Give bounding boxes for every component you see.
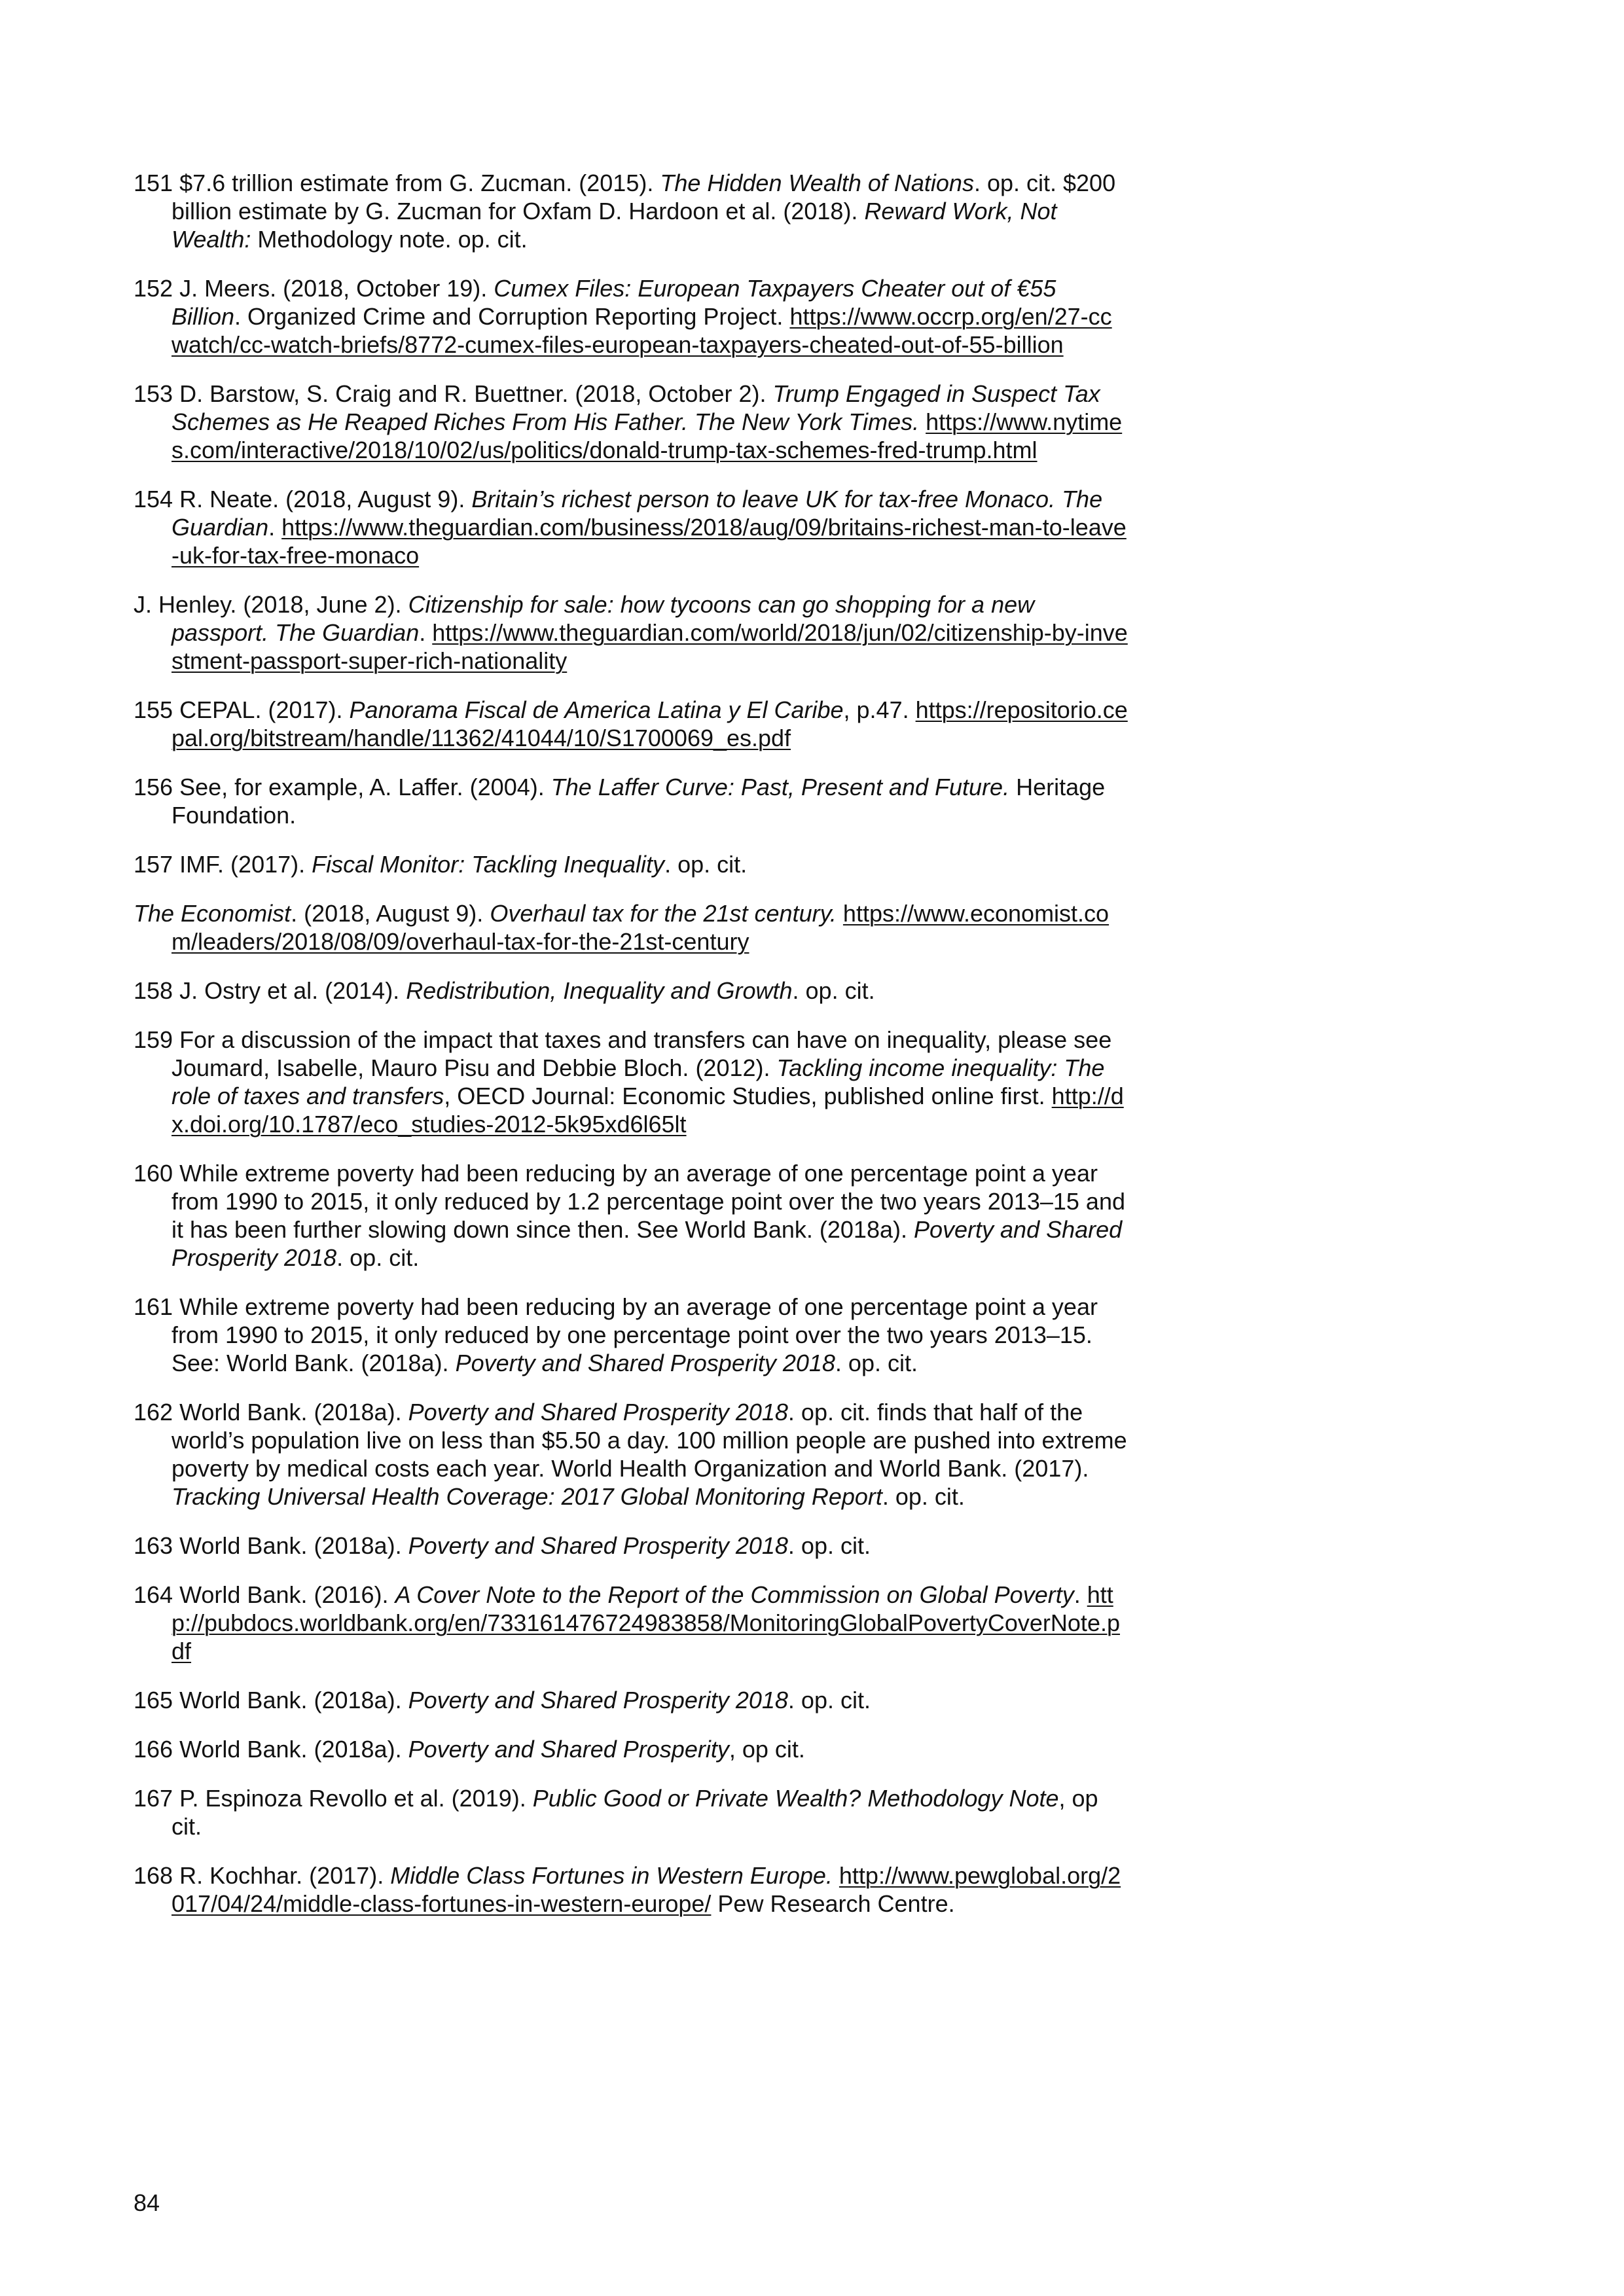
note-text: Pew Research Centre. xyxy=(711,1890,955,1917)
note-text: 163 World Bank. (2018a). xyxy=(134,1532,408,1559)
note-text: . op. cit. xyxy=(835,1350,918,1376)
note-title: Poverty and Shared Prosperity 2018 xyxy=(408,1532,788,1559)
note-text: Methodology note. op. cit. xyxy=(251,226,528,253)
note-text: 165 World Bank. (2018a). xyxy=(134,1687,408,1713)
note-text: . (2018, August 9). xyxy=(291,900,490,927)
note-title: Poverty and Shared Prosperity 2018 xyxy=(455,1350,835,1376)
endnote-167 xyxy=(134,1784,1128,1840)
note-text: . xyxy=(268,514,282,541)
note-link[interactable]: http://dx.doi.org/10.1787/eco_studies-2012-5k95xd6l65lt xyxy=(171,1083,1124,1138)
note-link[interactable]: https://www.occrp.org/en/27-ccwatch/cc-watch-briefs/8772-cumex-files-european-taxpayers-cheated-out-of-55-billion xyxy=(171,303,1112,358)
note-text: 157 IMF. (2017). xyxy=(134,851,312,878)
endnote-152 xyxy=(134,274,1128,359)
note-title: Poverty and Shared Prosperity 2018 xyxy=(408,1687,788,1713)
note-title: Poverty and Shared Prosperity 2018 xyxy=(171,1216,1123,1271)
note-title: Public Good or Private Wealth? Methodology Note xyxy=(532,1785,1059,1812)
page-number: 84 xyxy=(134,2189,160,2216)
note-link[interactable]: https://repositorio.cepal.org/bitstream/handle/11362/41044/10/S1700069_es.pdf xyxy=(171,696,1128,751)
note-text: 168 R. Kochhar. (2017). xyxy=(134,1862,391,1889)
endnote-165 xyxy=(134,1686,1128,1714)
note-text: 154 R. Neate. (2018, August 9). xyxy=(134,486,472,512)
note-link[interactable]: https://www.nytimes.com/interactive/2018/10/02/us/politics/donald-trump-tax-schemes-fred-trump.html xyxy=(171,408,1123,463)
endnote-164 xyxy=(134,1581,1128,1665)
endnote-159 xyxy=(134,1026,1128,1138)
note-text: , p.47. xyxy=(843,696,916,723)
note-text: . op. cit. xyxy=(787,1687,871,1713)
note-text: 164 World Bank. (2016). xyxy=(134,1581,395,1608)
endnote-151 xyxy=(134,169,1128,253)
endnote-156 xyxy=(134,773,1128,829)
endnote-163 xyxy=(134,1532,1128,1560)
note-text: . Organized Crime and Corruption Reporting Project. xyxy=(234,303,790,330)
note-text: 156 See, for example, A. Laffer. (2004). xyxy=(134,774,551,800)
note-text: . op. cit. $200 billion estimate by G. Zucman for Oxfam D. Hardoon et al. (2018). xyxy=(171,170,1116,224)
note-text: , op cit. xyxy=(729,1736,805,1763)
note-title: Middle Class Fortunes in Western Europe. xyxy=(390,1862,833,1889)
note-link[interactable]: http://pubdocs.worldbank.org/en/733161476724983858/MonitoringGlobalPovertyCoverNote.pdf xyxy=(171,1581,1120,1664)
note-title: Cumex Files: European Taxpayers Cheater out of €55 Billion xyxy=(171,275,1056,330)
note-text: . op. cit. xyxy=(664,851,748,878)
note-text xyxy=(919,408,926,435)
note-text: Heritage Foundation. xyxy=(171,774,1106,829)
note-text: . op. cit. finds that half of the world’s population live on less than $5.50 a day. 100 million people are pushed into extreme poverty by medical costs each year. World Health Organization and World Bank. (2017). xyxy=(171,1399,1127,1482)
note-text: , OECD Journal: Economic Studies, published online first. xyxy=(444,1083,1052,1109)
note-text: 151 $7.6 trillion estimate from G. Zucman. (2015). xyxy=(134,170,660,196)
note-title: Citizenship for sale: how tycoons can go shopping for a new passport. The Guardian xyxy=(171,591,1035,646)
endnote-153 xyxy=(134,380,1128,464)
endnote-168 xyxy=(134,1861,1128,1918)
note-title: Redistribution, Inequality and Growth xyxy=(406,977,793,1004)
endnote-157-continued xyxy=(134,899,1128,956)
note-text: . xyxy=(419,619,433,646)
note-text: . op. cit. xyxy=(882,1483,965,1510)
note-text: 153 D. Barstow, S. Craig and R. Buettner. (2018, October 2). xyxy=(134,380,773,407)
note-text: 166 World Bank. (2018a). xyxy=(134,1736,408,1763)
note-title: Poverty and Shared Prosperity xyxy=(408,1736,729,1763)
note-title: The Laffer Curve: Past, Present and Future. xyxy=(550,774,1010,800)
note-text: . xyxy=(1074,1581,1087,1608)
note-text: 155 CEPAL. (2017). xyxy=(134,696,350,723)
note-title: The Hidden Wealth of Nations xyxy=(660,170,974,196)
note-link[interactable]: https://www.theguardian.com/world/2018/jun/02/citizenship-by-investment-passport-super-rich-nationality xyxy=(171,619,1128,674)
note-link[interactable]: http://www.pewglobal.org/2017/04/24/middle-class-fortunes-in-western-europe/ xyxy=(171,1862,1121,1917)
endnote-166 xyxy=(134,1735,1128,1763)
note-title: Reward Work, Not Wealth: xyxy=(171,198,1057,253)
note-text: 161 While extreme poverty had been reducing by an average of one percentage point a year from 1990 to 2015, it only reduced by one percentage point over the two years 2013–15. See: World Bank. (2018a). xyxy=(134,1293,1098,1376)
note-link[interactable]: https://www.economist.com/leaders/2018/08/09/overhaul-tax-for-the-21st-century xyxy=(171,900,1110,955)
note-text: . op. cit. xyxy=(792,977,875,1004)
endnote-162 xyxy=(134,1398,1128,1511)
note-title: Tracking Universal Health Coverage: 2017 Global Monitoring Report xyxy=(171,1483,882,1510)
note-text: . op. cit. xyxy=(787,1532,871,1559)
note-title: The Economist xyxy=(134,900,291,927)
note-title: Trump Engaged in Suspect Tax Schemes as He Reaped Riches From His Father. The New York Times. xyxy=(171,380,1100,435)
note-title: Overhaul tax for the 21st century. xyxy=(490,900,837,927)
note-link[interactable]: https://www.theguardian.com/business/2018/aug/09/britains-richest-man-to-leave-uk-for-tax-free-monaco xyxy=(171,514,1127,569)
note-text: 158 J. Ostry et al. (2014). xyxy=(134,977,406,1004)
note-title: A Cover Note to the Report of the Commission on Global Poverty xyxy=(395,1581,1074,1608)
note-text xyxy=(837,900,843,927)
note-title: Britain’s richest person to leave UK for tax-free Monaco. The Guardian xyxy=(171,486,1103,541)
endnote-158 xyxy=(134,977,1128,1005)
note-text: 162 World Bank. (2018a). xyxy=(134,1399,408,1426)
note-text: 159 For a discussion of the impact that taxes and transfers can have on inequality, please see Joumard, Isabelle, Mauro Pisu and Debbie Bloch. (2012). xyxy=(134,1026,1112,1081)
note-text: 152 J. Meers. (2018, October 19). xyxy=(134,275,494,302)
endnotes-list xyxy=(134,169,1128,1939)
note-text: . op. cit. xyxy=(336,1244,420,1271)
note-text xyxy=(833,1862,839,1889)
note-title: Poverty and Shared Prosperity 2018 xyxy=(408,1399,788,1426)
endnote-154 xyxy=(134,485,1128,569)
note-text: 167 P. Espinoza Revollo et al. (2019). xyxy=(134,1785,533,1812)
note-text: 160 While extreme poverty had been reducing by an average of one percentage point a year from 1990 to 2015, it only reduced by 1.2 percentage point over the two years 2013–15 and it has been further slowing down since then. See World Bank. (2018a). xyxy=(134,1160,1125,1243)
note-title: Fiscal Monitor: Tackling Inequality xyxy=(312,851,665,878)
endnote-160 xyxy=(134,1159,1128,1272)
endnote-161 xyxy=(134,1293,1128,1377)
endnote-157 xyxy=(134,850,1128,878)
note-title: Tackling income inequality: The role of taxes and transfers xyxy=(171,1054,1105,1109)
note-title: Panorama Fiscal de America Latina y El Caribe xyxy=(349,696,844,723)
note-text: , op cit. xyxy=(171,1785,1098,1840)
endnote-154-continued xyxy=(134,590,1128,675)
endnote-155 xyxy=(134,696,1128,752)
note-text: J. Henley. (2018, June 2). xyxy=(134,591,408,618)
